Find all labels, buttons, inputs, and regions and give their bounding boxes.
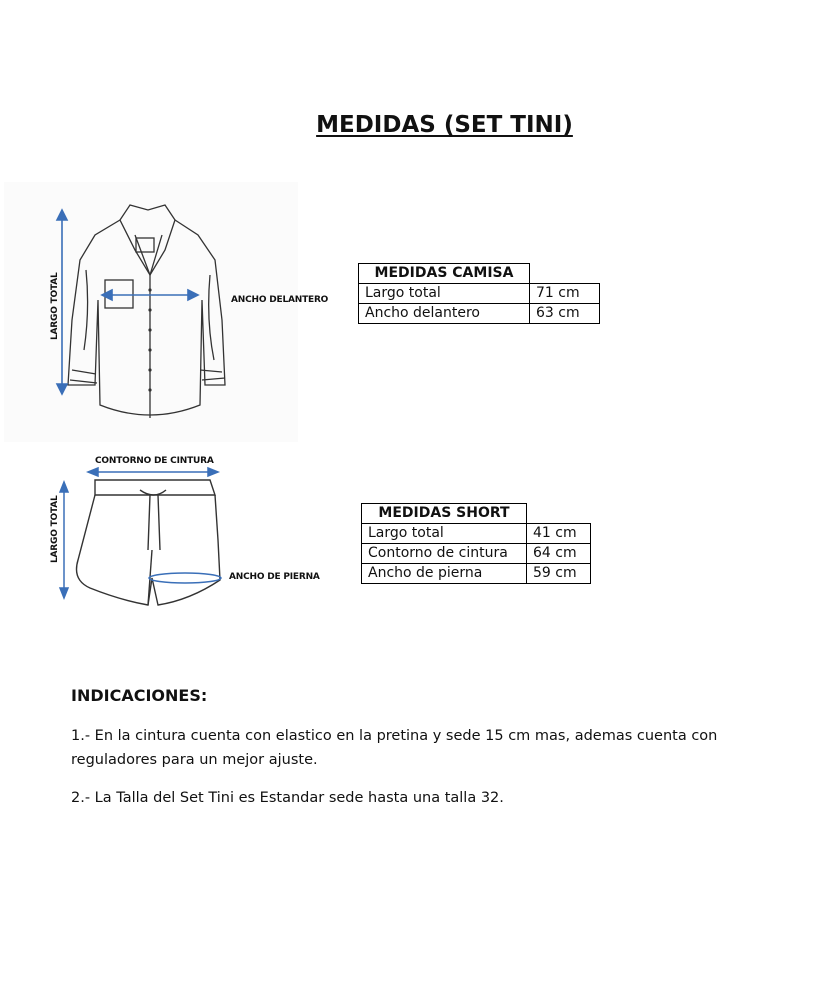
row-name: Ancho delantero bbox=[359, 304, 530, 324]
shirt-ancho-label: ANCHO DELANTERO bbox=[231, 295, 329, 305]
table-row bbox=[359, 284, 600, 304]
shirt-largo-label: LARGO TOTAL bbox=[50, 272, 60, 340]
row-name: Ancho de pierna bbox=[362, 564, 527, 584]
table-row bbox=[359, 304, 600, 324]
shirt-table-title: MEDIDAS CAMISA bbox=[359, 264, 530, 284]
row-name: Largo total bbox=[362, 524, 527, 544]
table-row bbox=[362, 544, 591, 564]
indications-title: INDICACIONES: bbox=[71, 686, 208, 705]
short-measure-table bbox=[361, 503, 591, 584]
row-value: 41 cm bbox=[527, 524, 591, 544]
row-value: 64 cm bbox=[527, 544, 591, 564]
row-value: 71 cm bbox=[530, 284, 600, 304]
page-title: MEDIDAS (SET TINI) bbox=[316, 112, 573, 138]
table-row bbox=[362, 564, 591, 584]
shirt-illustration bbox=[0, 180, 300, 445]
short-table-title: MEDIDAS SHORT bbox=[362, 504, 527, 524]
table-row bbox=[362, 524, 591, 544]
short-illustration bbox=[40, 460, 240, 610]
short-largo-label: LARGO TOTAL bbox=[50, 495, 60, 563]
short-pierna-label: ANCHO DE PIERNA bbox=[229, 572, 320, 582]
indication-1-line-1: 1.- En la cintura cuenta con elastico en la pretina y sede 15 cm mas, ademas cuenta con bbox=[71, 728, 718, 744]
row-name: Largo total bbox=[359, 284, 530, 304]
indication-2: 2.- La Talla del Set Tini es Estandar sede hasta una talla 32. bbox=[71, 790, 504, 806]
shirt-measure-table bbox=[358, 263, 600, 324]
row-value: 59 cm bbox=[527, 564, 591, 584]
row-name: Contorno de cintura bbox=[362, 544, 527, 564]
row-value: 63 cm bbox=[530, 304, 600, 324]
indication-1-line-2: reguladores para un mejor ajuste. bbox=[71, 752, 318, 768]
short-cintura-label: CONTORNO DE CINTURA bbox=[95, 456, 214, 466]
